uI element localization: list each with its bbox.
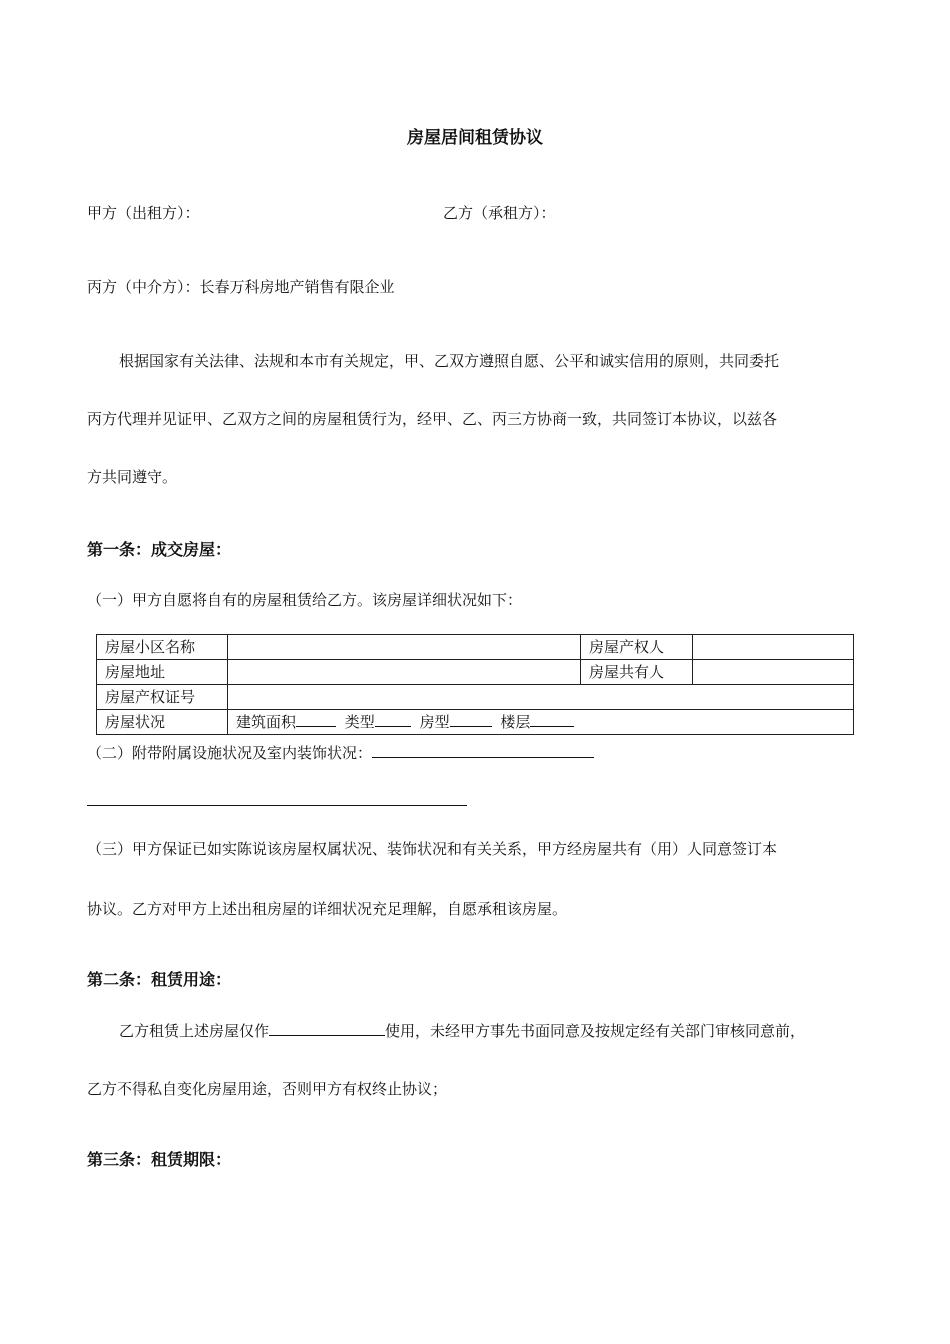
field-area-blank[interactable]: [296, 711, 336, 727]
article-1-item-3-line-1: （三）甲方保证已如实陈说该房屋权属状况、装饰状况和有关关系，甲方经房屋共有（用）人同意签订本: [87, 840, 778, 858]
field-type-blank[interactable]: [375, 711, 411, 727]
table-label-cell: 房屋产权人: [581, 635, 693, 660]
article-1-item-2: [87, 742, 594, 763]
article-1-heading: 第一条：成交房屋：: [87, 540, 232, 559]
table-value-cell[interactable]: [228, 660, 581, 685]
field-layout-label: 房型: [419, 713, 450, 731]
preamble-line-1: 根据国家有关法律、法规和本市有关规定，甲、乙双方遵照自愿、公平和诚实信用的原则，共同委托: [119, 352, 780, 370]
table-label-cell: 房屋小区名称: [97, 635, 228, 660]
table-row: [97, 635, 854, 660]
party-a-label: 甲方（出租方）：: [87, 204, 200, 222]
article-2-text-before: 乙方租赁上述房屋仅作: [119, 1022, 270, 1040]
table-value-cell[interactable]: [228, 635, 581, 660]
article-1-item-3-line-2: 协议。乙方对甲方上述出租房屋的详细状况充足理解，自愿承租该房屋。: [87, 900, 568, 918]
table-value-cell[interactable]: [693, 660, 854, 685]
party-b-label: 乙方（承租方）：: [443, 204, 556, 222]
article-3-heading: 第三条：租赁期限：: [87, 1150, 232, 1169]
property-info-table: [96, 634, 854, 735]
field-floor-blank[interactable]: [530, 711, 574, 727]
preamble-line-3: 方共同遵守。: [87, 468, 178, 486]
article-1-item-2-text: （二）附带附属设施状况及室内装饰状况：: [87, 744, 373, 762]
table-row: [97, 710, 854, 735]
article-2-heading: 第二条：租赁用途：: [87, 970, 232, 989]
field-area-label: 建筑面积: [236, 713, 297, 731]
facilities-continuation-line[interactable]: [87, 805, 467, 806]
field-type-label: 类型: [344, 713, 375, 731]
article-2-text-after: 使用，未经甲方事先书面同意及按规定经有关部门审核同意前，: [385, 1022, 806, 1040]
table-label-cell: 房屋状况: [97, 710, 228, 735]
table-label-cell: 房屋地址: [97, 660, 228, 685]
table-value-cell[interactable]: [693, 635, 854, 660]
table-row: [97, 685, 854, 710]
article-2-line-1: [119, 1020, 805, 1041]
facilities-blank[interactable]: [372, 742, 594, 758]
property-status-cell: [228, 710, 854, 735]
document-title: 房屋居间租赁协议: [407, 128, 543, 148]
article-1-item-1: （一）甲方自愿将自有的房屋租赁给乙方。该房屋详细状况如下：: [87, 591, 523, 609]
usage-blank[interactable]: [269, 1020, 385, 1036]
table-label-cell: 房屋共有人: [581, 660, 693, 685]
table-row: [97, 660, 854, 685]
table-value-cell[interactable]: [228, 685, 854, 710]
field-floor-label: 楼层: [500, 713, 531, 731]
preamble-line-2: 丙方代理并见证甲、乙双方之间的房屋租赁行为，经甲、乙、丙三方协商一致，共同签订本协议，以兹各: [87, 410, 778, 428]
table-label-cell: 房屋产权证号: [97, 685, 228, 710]
field-layout-blank[interactable]: [450, 711, 492, 727]
article-2-line-2: 乙方不得私自变化房屋用途，否则甲方有权终止协议；: [87, 1080, 448, 1098]
party-c-label: 丙方（中介方）：长春万科房地产销售有限企业: [87, 278, 395, 296]
